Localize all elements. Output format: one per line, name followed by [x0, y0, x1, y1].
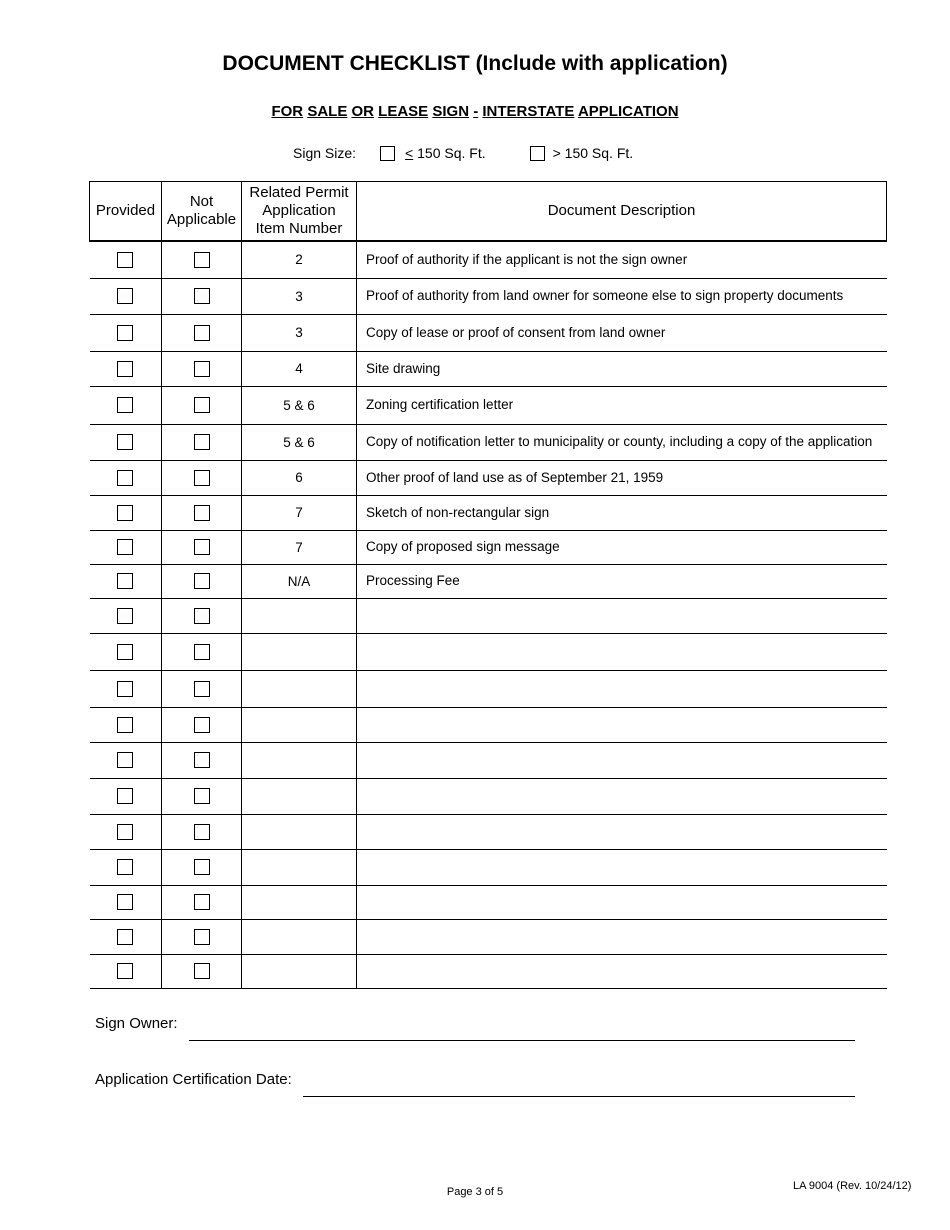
sign-size-small-checkbox[interactable]	[380, 146, 395, 161]
not-applicable-cell	[162, 707, 242, 742]
table-row	[90, 278, 887, 314]
subtitle-word: -	[473, 103, 479, 120]
checklist-table	[89, 181, 887, 989]
not-applicable-checkbox[interactable]	[194, 573, 210, 589]
table-row	[90, 530, 887, 564]
not-applicable-cell	[162, 814, 242, 849]
item-number-cell	[242, 742, 357, 778]
table-row	[90, 633, 887, 670]
document-description-cell	[357, 670, 887, 707]
table-row	[90, 919, 887, 954]
not-applicable-cell	[162, 954, 242, 988]
provided-cell	[90, 814, 162, 849]
provided-checkbox[interactable]	[117, 752, 133, 768]
table-row	[90, 707, 887, 742]
provided-checkbox[interactable]	[117, 539, 133, 555]
document-description-cell	[357, 919, 887, 954]
not-applicable-cell	[162, 778, 242, 814]
item-number-cell: 3	[242, 278, 357, 314]
provided-cell	[90, 386, 162, 424]
sign-size-small-label: 150 Sq. Ft.	[413, 145, 486, 161]
not-applicable-checkbox[interactable]	[194, 859, 210, 875]
provided-cell	[90, 495, 162, 530]
item-number-cell: 7	[242, 495, 357, 530]
provided-checkbox[interactable]	[117, 288, 133, 304]
document-description-cell	[357, 598, 887, 633]
not-applicable-checkbox[interactable]	[194, 397, 210, 413]
not-applicable-checkbox[interactable]	[194, 252, 210, 268]
not-applicable-cell	[162, 670, 242, 707]
provided-cell	[90, 314, 162, 351]
header-provided: Provided	[90, 182, 162, 242]
cert-date-label: Application Certification Date:	[95, 1071, 292, 1088]
not-applicable-checkbox[interactable]	[194, 894, 210, 910]
table-row	[90, 954, 887, 988]
subtitle-word: SIGN	[432, 103, 470, 120]
table-row	[90, 424, 887, 460]
not-applicable-cell	[162, 564, 242, 598]
provided-checkbox[interactable]	[117, 717, 133, 733]
not-applicable-cell	[162, 386, 242, 424]
not-applicable-cell	[162, 278, 242, 314]
provided-cell	[90, 564, 162, 598]
provided-checkbox[interactable]	[117, 505, 133, 521]
table-row	[90, 351, 887, 386]
checklist-body	[90, 241, 887, 988]
document-description-cell: Sketch of non-rectangular sign	[357, 495, 887, 530]
item-number-cell: 3	[242, 314, 357, 351]
not-applicable-cell	[162, 598, 242, 633]
provided-cell	[90, 633, 162, 670]
not-applicable-checkbox[interactable]	[194, 752, 210, 768]
provided-checkbox[interactable]	[117, 361, 133, 377]
provided-checkbox[interactable]	[117, 434, 133, 450]
table-row	[90, 598, 887, 633]
subtitle-word: FOR	[271, 103, 304, 120]
provided-cell	[90, 849, 162, 885]
document-description-cell	[357, 954, 887, 988]
not-applicable-checkbox[interactable]	[194, 470, 210, 486]
not-applicable-cell	[162, 460, 242, 495]
provided-cell	[90, 885, 162, 919]
not-applicable-cell	[162, 742, 242, 778]
not-applicable-cell	[162, 885, 242, 919]
table-row	[90, 314, 887, 351]
provided-checkbox[interactable]	[117, 252, 133, 268]
item-number-cell	[242, 919, 357, 954]
item-number-cell	[242, 954, 357, 988]
not-applicable-checkbox[interactable]	[194, 505, 210, 521]
table-row	[90, 849, 887, 885]
provided-cell	[90, 241, 162, 278]
provided-checkbox[interactable]	[117, 963, 133, 979]
provided-cell	[90, 598, 162, 633]
document-description-cell: Zoning certification letter	[357, 386, 887, 424]
provided-cell	[90, 670, 162, 707]
form-number: LA 9004 (Rev. 10/24/12)	[793, 1180, 912, 1192]
item-number-cell	[242, 707, 357, 742]
not-applicable-cell	[162, 314, 242, 351]
subtitle-word: APPLICATION	[577, 103, 679, 120]
item-number-cell	[242, 633, 357, 670]
item-number-cell	[242, 885, 357, 919]
not-applicable-cell	[162, 241, 242, 278]
sign-owner-label: Sign Owner:	[95, 1015, 178, 1032]
provided-checkbox[interactable]	[117, 824, 133, 840]
not-applicable-cell	[162, 530, 242, 564]
provided-cell	[90, 530, 162, 564]
document-description-cell: Other proof of land use as of September 21, 1959	[357, 460, 887, 495]
provided-checkbox[interactable]	[117, 644, 133, 660]
sign-size-group	[293, 143, 633, 163]
not-applicable-checkbox[interactable]	[194, 788, 210, 804]
subtitle-word: OR	[351, 103, 374, 120]
page-title: DOCUMENT CHECKLIST (Include with application)	[222, 52, 728, 75]
table-row	[90, 742, 887, 778]
not-applicable-checkbox[interactable]	[194, 608, 210, 624]
subtitle-word: INTERSTATE	[482, 103, 575, 120]
provided-checkbox[interactable]	[117, 325, 133, 341]
form-subtitle	[0, 103, 950, 120]
not-applicable-cell	[162, 849, 242, 885]
item-number-cell: 5 & 6	[242, 386, 357, 424]
subtitle-word: SALE	[307, 103, 348, 120]
not-applicable-checkbox[interactable]	[194, 539, 210, 555]
table-header-row	[90, 182, 887, 242]
item-number-cell	[242, 670, 357, 707]
item-number-cell	[242, 598, 357, 633]
item-number-cell	[242, 778, 357, 814]
provided-cell	[90, 919, 162, 954]
item-number-cell	[242, 814, 357, 849]
table-row	[90, 460, 887, 495]
table-row	[90, 495, 887, 530]
document-description-cell: Copy of lease or proof of consent from land owner	[357, 314, 887, 351]
provided-cell	[90, 778, 162, 814]
not-applicable-checkbox[interactable]	[194, 929, 210, 945]
item-number-cell: 6	[242, 460, 357, 495]
provided-checkbox[interactable]	[117, 929, 133, 945]
sign-size-option-large	[530, 145, 634, 161]
not-applicable-checkbox[interactable]	[194, 644, 210, 660]
document-description-cell	[357, 633, 887, 670]
not-applicable-cell	[162, 919, 242, 954]
provided-checkbox[interactable]	[117, 470, 133, 486]
provided-checkbox[interactable]	[117, 788, 133, 804]
provided-cell	[90, 742, 162, 778]
sign-size-small-symbol: <	[405, 145, 414, 161]
provided-checkbox[interactable]	[117, 608, 133, 624]
sign-size-large-checkbox[interactable]	[530, 146, 545, 161]
provided-checkbox[interactable]	[117, 894, 133, 910]
document-description-cell: Processing Fee	[357, 564, 887, 598]
document-description-cell	[357, 778, 887, 814]
not-applicable-checkbox[interactable]	[194, 361, 210, 377]
not-applicable-cell	[162, 495, 242, 530]
item-number-cell: 7	[242, 530, 357, 564]
document-description-cell	[357, 849, 887, 885]
table-row	[90, 814, 887, 849]
document-description-cell: Copy of notification letter to municipality or county, including a copy of the application	[357, 424, 887, 460]
header-item-number: Related Permit Application Item Number	[242, 182, 357, 242]
provided-checkbox[interactable]	[117, 573, 133, 589]
table-row	[90, 670, 887, 707]
item-number-cell: 5 & 6	[242, 424, 357, 460]
provided-checkbox[interactable]	[117, 397, 133, 413]
not-applicable-cell	[162, 351, 242, 386]
document-description-cell: Site drawing	[357, 351, 887, 386]
page-number: Page 3 of 5	[446, 1186, 504, 1198]
document-description-cell: Copy of proposed sign message	[357, 530, 887, 564]
cert-date-line[interactable]	[303, 1096, 855, 1097]
sign-size-option-small	[380, 145, 486, 161]
provided-cell	[90, 707, 162, 742]
document-description-cell	[357, 885, 887, 919]
not-applicable-checkbox[interactable]	[194, 681, 210, 697]
item-number-cell: 4	[242, 351, 357, 386]
provided-cell	[90, 954, 162, 988]
not-applicable-checkbox[interactable]	[194, 717, 210, 733]
header-description: Document Description	[357, 182, 887, 242]
not-applicable-checkbox[interactable]	[194, 963, 210, 979]
provided-cell	[90, 460, 162, 495]
not-applicable-checkbox[interactable]	[194, 325, 210, 341]
header-not-applicable: Not Applicable	[162, 182, 242, 242]
not-applicable-checkbox[interactable]	[194, 824, 210, 840]
sign-size-label: Sign Size:	[293, 145, 357, 161]
item-number-cell	[242, 849, 357, 885]
document-description-cell	[357, 707, 887, 742]
subtitle-word: LEASE	[378, 103, 429, 120]
provided-checkbox[interactable]	[117, 859, 133, 875]
sign-owner-line[interactable]	[189, 1040, 855, 1041]
item-number-cell: N/A	[242, 564, 357, 598]
table-row	[90, 778, 887, 814]
document-description-cell	[357, 742, 887, 778]
provided-cell	[90, 424, 162, 460]
table-row	[90, 885, 887, 919]
not-applicable-cell	[162, 633, 242, 670]
provided-cell	[90, 278, 162, 314]
table-row	[90, 241, 887, 278]
document-description-cell: Proof of authority if the applicant is not the sign owner	[357, 241, 887, 278]
table-row	[90, 564, 887, 598]
item-number-cell: 2	[242, 241, 357, 278]
not-applicable-checkbox[interactable]	[194, 434, 210, 450]
provided-checkbox[interactable]	[117, 681, 133, 697]
table-row	[90, 386, 887, 424]
document-description-cell: Proof of authority from land owner for someone else to sign property documents	[357, 278, 887, 314]
not-applicable-checkbox[interactable]	[194, 288, 210, 304]
not-applicable-cell	[162, 424, 242, 460]
document-description-cell	[357, 814, 887, 849]
sign-size-large-label: > 150 Sq. Ft.	[552, 145, 634, 161]
provided-cell	[90, 351, 162, 386]
